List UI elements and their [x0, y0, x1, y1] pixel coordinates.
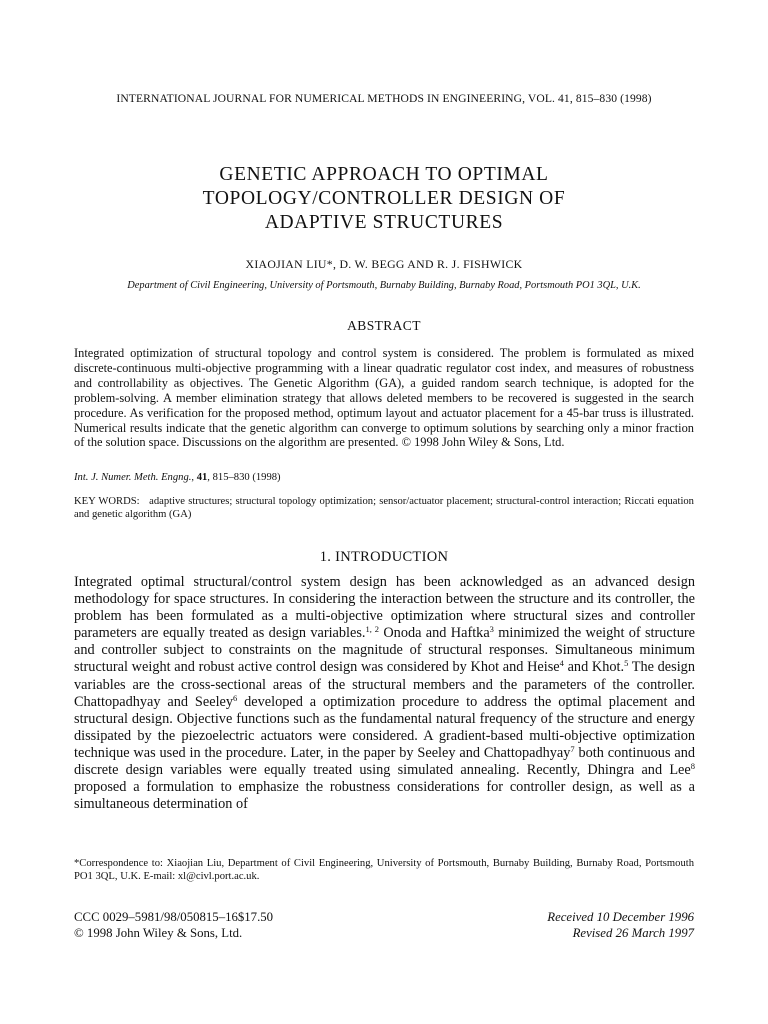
abstract-heading: ABSTRACT [347, 318, 421, 333]
citation-pages: , 815–830 (1998) [207, 472, 281, 483]
citation-volume: 41 [196, 472, 208, 483]
copyright-symbol: © [74, 926, 84, 940]
ref-6: 6 [233, 692, 238, 703]
keywords-label: KEY WORDS: [74, 496, 140, 507]
paper-title [0, 163, 768, 235]
ref-3: 3 [489, 624, 494, 635]
intro-text-8: proposed a formulation to emphasize the robustness considerations for controller design, as well as a simultaneous determination of [74, 779, 695, 813]
citation: Int. J. Numer. Meth. Engng., 41, 815–830 (1998) [74, 472, 281, 483]
title-line-3: ADAPTIVE STRUCTURES [264, 212, 504, 233]
ref-8: 8 [690, 761, 695, 772]
intro-text-4: and Khot. [563, 659, 625, 676]
journal-header: INTERNATIONAL JOURNAL FOR NUMERICAL METHODS IN ENGINEERING, VOL. 41, 815–830 (1998) [116, 92, 652, 105]
keywords [74, 495, 694, 521]
authors: XIAOJIAN LIU*, D. W. BEGG AND R. J. FISHWICK [245, 257, 523, 271]
title-line-1: GENETIC APPROACH TO OPTIMAL [219, 164, 549, 185]
correspondence-footnote: *Correspondence to: Xiaojian Liu, Department of Civil Engineering, University of Portsmouth, Burnaby Building, Burnaby Road, Portsmouth PO1 3QL, U.K. E-mail: xl@civl.port.ac.uk. [74, 858, 694, 882]
intro-text-2: Onoda and Haftka [379, 625, 490, 642]
introduction-paragraph [74, 574, 695, 813]
ref-5: 5 [624, 658, 629, 669]
revised-date: Revised 26 March 1997 [572, 926, 694, 940]
section-heading-introduction: 1. INTRODUCTION [319, 549, 449, 565]
affiliation: Department of Civil Engineering, University of Portsmouth, Burnaby Building, Burnaby Road, Portsmouth PO1 3QL, U.K. [127, 280, 641, 291]
submission-dates [440, 909, 694, 941]
ref-4: 4 [559, 658, 564, 669]
intro-text-3: minimized the weight of structure and controller subject to constraints on the magnitude of structural responses. Simultaneous minimum structural weight and robust active control design was considered by Khot and Heise [74, 625, 696, 676]
ref-1-2: 1, 2 [365, 624, 380, 635]
intro-text-7: both continuous and discrete design variables were equally treated using simulated annealing. Recently, Dhingra and Lee [74, 744, 695, 779]
abstract-text: Integrated optimization of structural topology and control system is considered. The problem is formulated as mixed discrete-continuous multi-objective programming with a linear quadratic regulator cost index, and measures of robustness and controllability as objectives. The Genetic Algorithm (GA), a guided random search technique, is adopted for the problem-solving. A member elimination strategy that allows deleted members to be recovered is suggested in the search procedure. As verification for the proposed method, optimum layout and actuator placement for a 45-bar truss is illustrated. Numerical results indicate that the genetic algorithm can converge to optimum solutions by searching only a minor fraction of the solution space. Discussions on the algorithm are presented. © 1998 John Wiley & Sons, Ltd. [74, 346, 694, 450]
ccc-code: CCC 0029–5981/98/050815–16$17.50 [74, 910, 274, 924]
received-date: Received 10 December 1996 [547, 910, 694, 924]
citation-journal: Int. J. Numer. Meth. Engng. [74, 472, 192, 483]
keywords-text: adaptive structures; structural topology optimization; sensor/actuator placement; structural-control interaction; Riccati equation and genetic algorithm (GA) [74, 496, 694, 520]
intro-text-1: Integrated optimal structural/control system design has been acknowledged as an advanced design methodology for space structures. In considering the interaction between the structure and its controller, the problem has been formulated as a multi-objective optimization where structural sizes and controller parameters are equally treated as design variables. [74, 574, 695, 642]
copyright-line [74, 925, 404, 941]
copyright-text: 1998 John Wiley & Sons, Ltd. [83, 926, 243, 940]
intro-text-6: developed a optimization procedure to address the optimal placement and structural design. Objective functions such as the fundamental natural frequency of the structure and energy dissipated by the piezoelectric actuators were considered. A gradient-based multi-objective optimization technique was used in the procedure. Later, in the paper by Seeley and Chattopadhyay [74, 693, 695, 761]
ref-7: 7 [570, 743, 575, 754]
intro-text-5: The design variables are the cross-sectional areas of the structural members and the parameters of the controller. Chattopadhyay and Seeley [74, 659, 695, 710]
title-line-2: TOPOLOGY/CONTROLLER DESIGN OF [202, 188, 566, 209]
publication-info [74, 909, 404, 941]
